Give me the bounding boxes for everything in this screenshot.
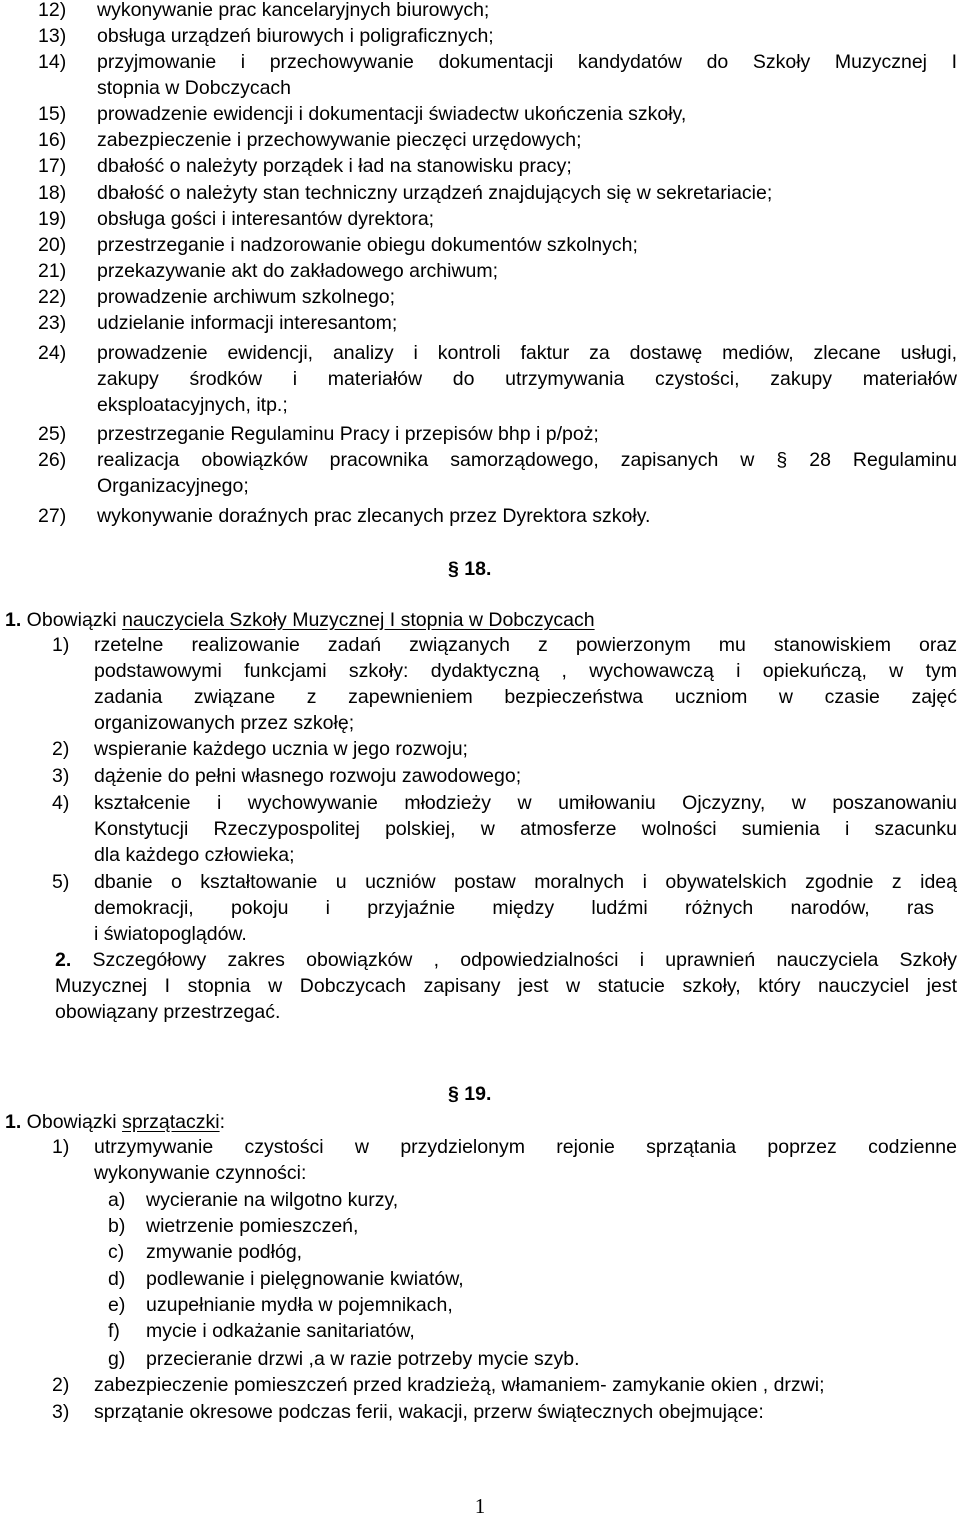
list-item-text: stopnia w Dobczycach [97, 77, 292, 99]
list-item-number: 25) [38, 423, 67, 445]
list-item-text: Organizacyjnego; [97, 475, 249, 497]
list-item-number: 2) [52, 738, 70, 760]
sublist-item-letter: e) [108, 1294, 126, 1316]
list-item-text: wspieranie każdego ucznia w jego rozwoju; [94, 738, 468, 760]
list-item-text: prowadzenie archiwum szkolnego; [97, 286, 396, 308]
paragraph-1-heading [5, 607, 595, 633]
paragraph-text: Szczegółowy zakres obowiązków , odpowiedzialności i uprawnień nauczyciela Szkoły [71, 949, 957, 971]
list-item-number: 22) [38, 286, 67, 308]
paragraph-number: 1. [5, 609, 22, 631]
paragraph-subject: sprzątaczki [122, 1111, 220, 1133]
list-item-number: 15) [38, 103, 67, 125]
list-item-number: 26) [38, 449, 67, 471]
list-item-number: 27) [38, 505, 67, 527]
paragraph-number: 1. [5, 1111, 22, 1133]
sublist-item-letter: d) [108, 1268, 126, 1290]
list-item-text: dbałość o należyty stan techniczny urządzeń znajdujących się w sekretariacie; [97, 182, 773, 204]
list-item-number: 1) [52, 1136, 70, 1158]
list-item-number: 19) [38, 208, 67, 230]
list-item-text: demokracji, pokoju i przyjaźnie między ludźmi różnych narodów, ras [94, 897, 934, 919]
paragraph-number: 2. [55, 949, 72, 971]
list-item-text: zabezpieczenie i przechowywanie pieczęci urzędowych; [97, 129, 582, 151]
sublist-item-letter: f) [108, 1320, 120, 1342]
paragraph-1-heading [5, 1109, 225, 1135]
section-heading: § 19. [448, 1083, 492, 1105]
list-item-number: 5) [52, 871, 70, 893]
sublist-item-letter: g) [108, 1348, 126, 1370]
list-item-text: wykonywanie doraźnych prac zlecanych przez Dyrektora szkoły. [97, 505, 651, 527]
list-item-number: 16) [38, 129, 67, 151]
sublist-item-text: uzupełnianie mydła w pojemnikach, [146, 1294, 453, 1316]
list-item-text: eksploatacyjnych, itp.; [97, 394, 288, 416]
list-item-text: utrzymywanie czystości w przydzielonym rejonie sprzątania poprzez codzienne [94, 1136, 957, 1158]
list-item-text: przestrzeganie Regulaminu Pracy i przepisów bhp i p/poż; [97, 423, 599, 445]
list-item-text: przekazywanie akt do zakładowego archiwum; [97, 260, 499, 282]
list-item-text: prowadzenie ewidencji i dokumentacji świadectw ukończenia szkoły, [97, 103, 687, 125]
sublist-item-text: przecieranie drzwi ,a w razie potrzeby mycie szyb. [146, 1348, 580, 1370]
list-item-text: kształcenie i wychowywanie młodzieży w umiłowaniu Ojczyzny, w poszanowaniu [94, 792, 957, 814]
paragraph-2-text [55, 947, 957, 973]
paragraph-text: Muzycznej I stopnia w Dobczycach zapisany jest w statucie szkoły, który nauczyciel jest [55, 975, 957, 997]
paragraph-text: obowiązany przestrzegać. [55, 1001, 281, 1023]
list-item-text: i światopoglądów. [94, 923, 247, 945]
list-item-number: 14) [38, 51, 67, 73]
list-item-text: wykonywanie prac kancelaryjnych biurowych; [97, 0, 490, 21]
list-item-text: dążenie do pełni własnego rozwoju zawodowego; [94, 765, 522, 787]
list-item-text: dla każdego człowieka; [94, 844, 295, 866]
list-item-text: dbanie o kształtowanie u uczniów postaw moralnych i obywatelskich zgodnie z ideą [94, 871, 957, 893]
list-item-text: sprzątanie okresowe podczas ferii, wakacji, przerw świątecznych obejmujące: [94, 1401, 764, 1423]
list-item-text: obsługa urządzeń biurowych i poligraficznych; [97, 25, 494, 47]
sublist-item-text: podlewanie i pielęgnowanie kwiatów, [146, 1268, 464, 1290]
list-item-text: obsługa gości i interesantów dyrektora; [97, 208, 435, 230]
list-item-text: realizacja obowiązków pracownika samorządowego, zapisanych w § 28 Regulaminu [97, 449, 957, 471]
list-item-number: 4) [52, 792, 70, 814]
list-item-text: organizowanych przez szkołę; [94, 712, 355, 734]
sublist-item-letter: b) [108, 1215, 126, 1237]
list-item-number: 24) [38, 342, 67, 364]
paragraph-colon: : [219, 1111, 226, 1133]
sublist-item-letter: a) [108, 1189, 126, 1211]
list-item-text: zakupy środków i materiałów do utrzymywania czystości, zakupy materiałów [97, 368, 957, 390]
list-item-text: przyjmowanie i przechowywanie dokumentacji kandydatów do Szkoły Muzycznej I [97, 51, 957, 73]
list-item-text: przestrzeganie i nadzorowanie obiegu dokumentów szkolnych; [97, 234, 638, 256]
paragraph-lead: Obowiązki [21, 609, 123, 631]
list-item-number: 20) [38, 234, 67, 256]
list-item-number: 17) [38, 155, 67, 177]
list-item-number: 23) [38, 312, 67, 334]
list-item-number: 3) [52, 1401, 70, 1423]
sublist-item-text: wietrzenie pomieszczeń, [146, 1215, 359, 1237]
sublist-item-text: wycieranie na wilgotno kurzy, [146, 1189, 399, 1211]
list-item-text: prowadzenie ewidencji, analizy i kontroli faktur za dostawę mediów, zlecane usługi, [97, 342, 957, 364]
page-number: 1 [474, 1494, 486, 1518]
list-item-number: 3) [52, 765, 70, 787]
paragraph-subject: nauczyciela Szkoły Muzycznej I stopnia w Dobczycach [122, 609, 595, 631]
list-item-number: 13) [38, 25, 67, 47]
list-item-text: wykonywanie czynności: [94, 1162, 307, 1184]
list-item-text: zadania związane z zapewnieniem bezpieczeństwa uczniom w czasie zajęć [94, 686, 957, 708]
list-item-number: 2) [52, 1374, 70, 1396]
list-item-number: 21) [38, 260, 67, 282]
list-item-text: dbałość o należyty porządek i ład na stanowisku pracy; [97, 155, 572, 177]
list-item-text: zabezpieczenie pomieszczeń przed kradzieżą, włamaniem- zamykanie okien , drzwi; [94, 1374, 825, 1396]
list-item-text: rzetelne realizowanie zadań związanych z powierzonym mu stanowiskiem oraz [94, 634, 957, 656]
list-item-text: Konstytucji Rzeczypospolitej polskiej, w atmosferze wolności sumienia i szacunku [94, 818, 957, 840]
list-item-number: 1) [52, 634, 70, 656]
sublist-item-letter: c) [108, 1241, 125, 1263]
list-item-text: udzielanie informacji interesantom; [97, 312, 398, 334]
list-item-text: podstawowymi funkcjami szkoły: dydaktyczną , wychowawczą i opiekuńczą, w tym [94, 660, 957, 682]
sublist-item-text: mycie i odkażanie sanitariatów, [146, 1320, 415, 1342]
list-item-number: 18) [38, 182, 67, 204]
section-heading: § 18. [448, 558, 492, 580]
sublist-item-text: zmywanie podłóg, [146, 1241, 303, 1263]
list-item-number: 12) [38, 0, 67, 21]
paragraph-lead: Obowiązki [21, 1111, 123, 1133]
